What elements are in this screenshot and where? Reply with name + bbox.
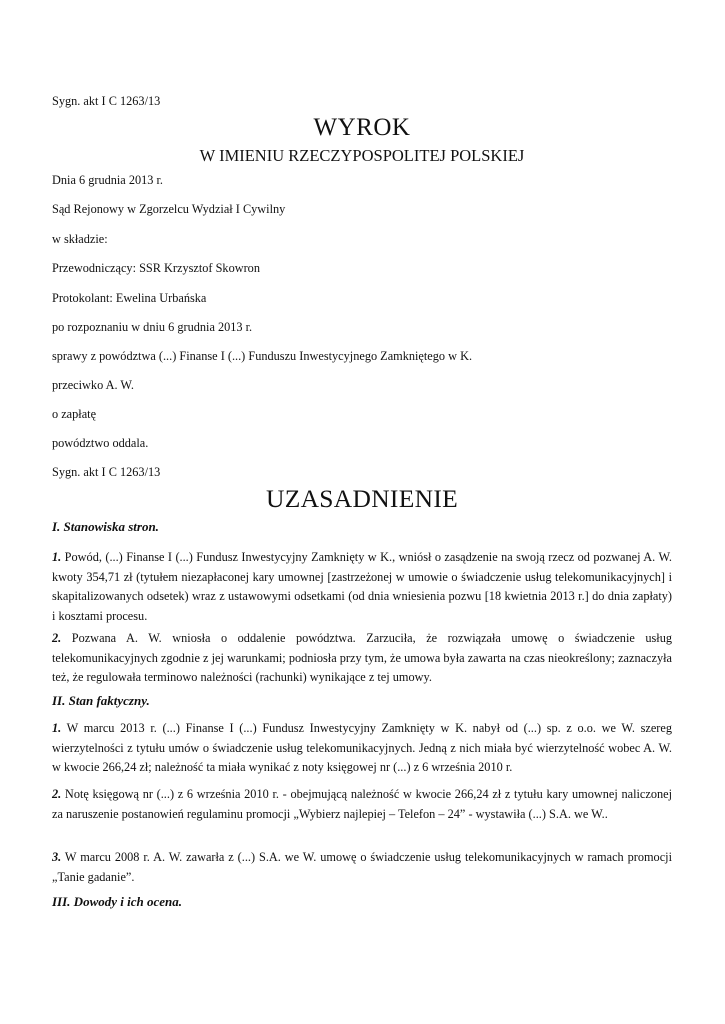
paragraph (52, 629, 672, 688)
paragraph (52, 785, 672, 824)
paragraph-text: W marcu 2013 r. (...) Finanse I (...) Fundusz Inwestycyjny Zamknięty w K. nabył od (...) sp. z o.o. we W. szereg wierzytelności z tytułu umów o świadczenie usług telekomunikacyjnych. Jedną z nich miała być wierzytelność wobec A. W. w kwocie 266,24 zł; należność ta miała wynikać z noty księgowej nr (...) z 6 września 2010 r. (52, 721, 672, 774)
paragraph-number: 3. (52, 850, 62, 864)
paragraph (52, 848, 672, 887)
paragraph-number: 1. (52, 550, 62, 564)
section-heading: III. Dowody i ich ocena. (52, 894, 182, 909)
clerk: Protokolant: Ewelina Urbańska (52, 291, 207, 305)
defendant: przeciwko A. W. (52, 378, 134, 392)
composition-label: w składzie: (52, 232, 108, 246)
paragraph-number: 1. (52, 721, 62, 735)
paragraph (52, 719, 672, 778)
paragraph-number: 2. (52, 631, 62, 645)
case-subject: o zapłatę (52, 407, 97, 421)
case-signature-bottom: Sygn. akt I C 1263/13 (52, 465, 161, 479)
paragraph-number: 2. (52, 787, 62, 801)
paragraph-text: W marcu 2008 r. A. W. zawarła z (...) S.A. we W. umowę o świadczenie usług telekomunikacyjnych w ramach promocji „Tanie gadanie”. (52, 850, 672, 884)
chairman: Przewodniczący: SSR Krzysztof Skowron (52, 261, 260, 275)
court-name: Sąd Rejonowy w Zgorzelcu Wydział I Cywilny (52, 202, 286, 216)
paragraph-text: Powód, (...) Finanse I (...) Fundusz Inwestycyjny Zamknięty w K., wniósł o zasądzenie na swoją rzecz od pozwanej A. W. kwoty 354,71 zł (tytułem niezapłaconej kary umownej [zastrzeżonej w umowie o świadczenie usług telekomunikacyjnych] i skapitalizowanych odsetek) wraz z ustawowymi odsetkami (od dnia wniesienia pozwu [18 kwietnia 2013 r.] do dnia zapłaty) i kosztami procesu. (52, 550, 672, 623)
paragraph-text: Notę księgową nr (...) z 6 września 2010 r. - obejmującą należność w kwocie 266,24 zł z tytułu kary umownej naliczonej za naruszenie postanowień regulaminu promocji „Wybierz najlepiej – Telefon – 24” - wystawiła (...) S.A. we W.. (52, 787, 672, 821)
judgment-title: WYROK (313, 114, 411, 141)
hearing-date: po rozpoznaniu w dniu 6 grudnia 2013 r. (52, 320, 253, 334)
ruling: powództwo oddala. (52, 436, 149, 450)
section-heading: II. Stan faktyczny. (52, 693, 150, 708)
section-heading: I. Stanowiska stron. (52, 519, 159, 534)
case-signature-top: Sygn. akt I C 1263/13 (52, 94, 161, 108)
judgment-subtitle: W IMIENIU RZECZYPOSPOLITEJ POLSKIEJ (199, 146, 525, 165)
paragraph-text: Pozwana A. W. wniosła o oddalenie powództwa. Zarzuciła, że rozwiązała umowę o świadczenie usług telekomunikacyjnych zgodnie z jej warunkami; podniosła przy tym, że umowa była zawarta na czas nieokreślony; zaznaczyła też, że regulowała terminowo należności (rachunki) wynikające z tej umowy. (52, 631, 672, 684)
justification-title: UZASADNIENIE (266, 484, 458, 513)
judgment-date: Dnia 6 grudnia 2013 r. (52, 173, 163, 187)
paragraph (52, 548, 672, 626)
case-parties: sprawy z powództwa (...) Finanse I (...) Funduszu Inwestycyjnego Zamkniętego w K. (52, 349, 473, 363)
